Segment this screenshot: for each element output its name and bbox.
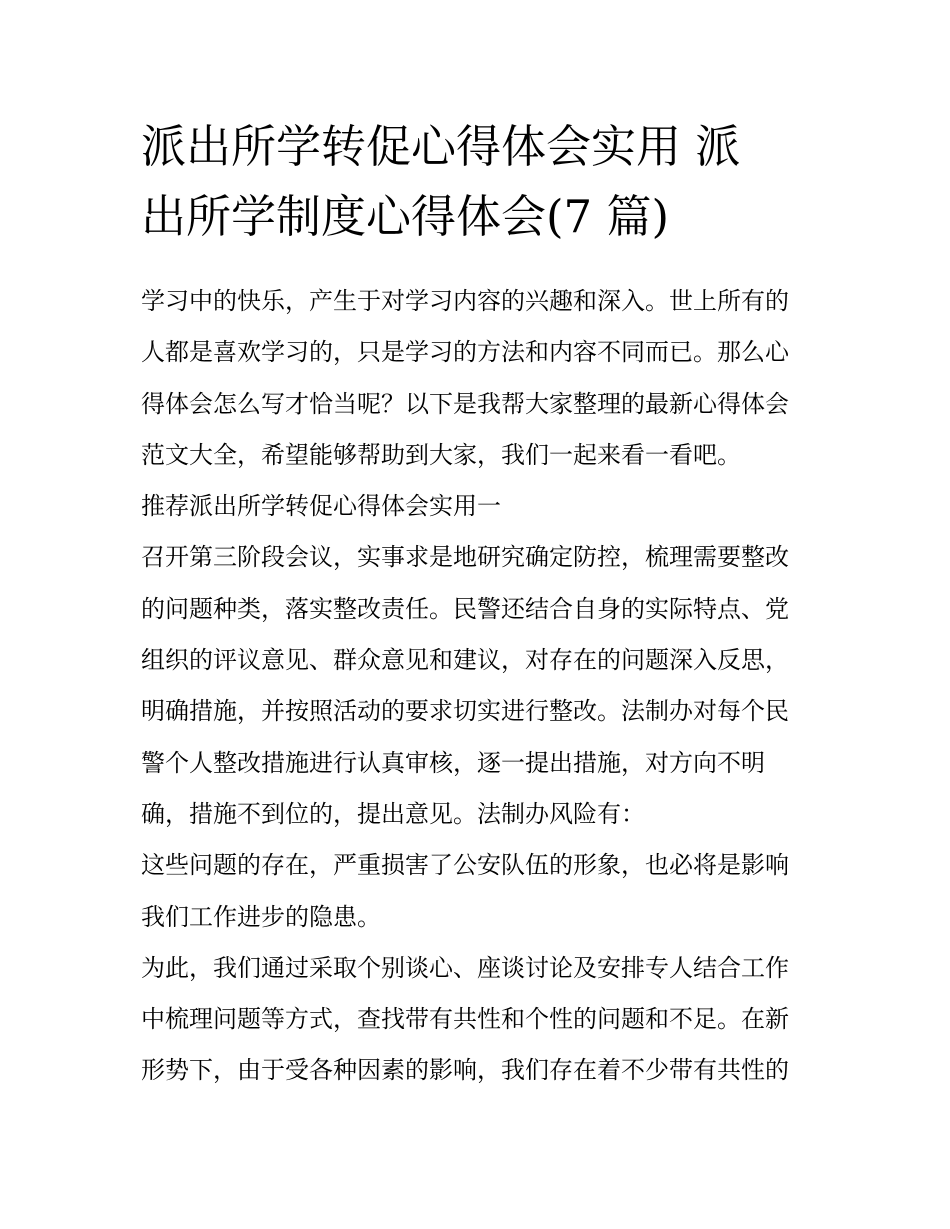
body-line: 为此，我们通过采取个别谈心、座谈讨论及安排专人结合工作 (141, 953, 789, 982)
body-line: 得体会怎么写才恰当呢？以下是我帮大家整理的最新心得体会 (141, 389, 789, 418)
body-line: 召开第三阶段会议，实事求是地研究确定防控，梳理需要整改 (141, 543, 789, 572)
body-line: 的问题种类，落实整改责任。民警还结合自身的实际特点、党 (141, 594, 789, 623)
body-line: 警个人整改措施进行认真审核，逐一提出措施，对方向不明 (141, 748, 765, 777)
body-line: 这些问题的存在，严重损害了公安队伍的形象，也必将是影响 (141, 851, 789, 880)
title-line: 派出所学转促心得体会实用 派 (141, 120, 741, 173)
body-line: 明确措施，并按照活动的要求切实进行整改。法制办对每个民 (141, 697, 789, 726)
document-title (141, 112, 821, 252)
body-line: 人都是喜欢学习的，只是学习的方法和内容不同而已。那么心 (141, 338, 789, 367)
body-line: 组织的评议意见、群众意见和建议，对存在的问题深入反思， (141, 646, 789, 675)
section-heading: 推荐派出所学转促心得体会实用一 (141, 492, 501, 521)
document-body (141, 276, 813, 1097)
body-line: 中梳理问题等方式，查找带有共性和个性的问题和不足。在新 (141, 1005, 789, 1034)
body-line: 范文大全，希望能够帮助到大家，我们一起来看一看吧。 (141, 440, 741, 469)
title-line: 出所学制度心得体会(7 篇) (141, 190, 670, 243)
body-line: 确，措施不到位的，提出意见。法制办风险有： (141, 799, 645, 828)
body-line: 我们工作进步的隐患。 (141, 902, 381, 931)
body-line: 形势下，由于受各种因素的影响，我们存在着不少带有共性的 (141, 1056, 789, 1085)
body-line: 学习中的快乐，产生于对学习内容的兴趣和深入。世上所有的 (141, 287, 789, 315)
